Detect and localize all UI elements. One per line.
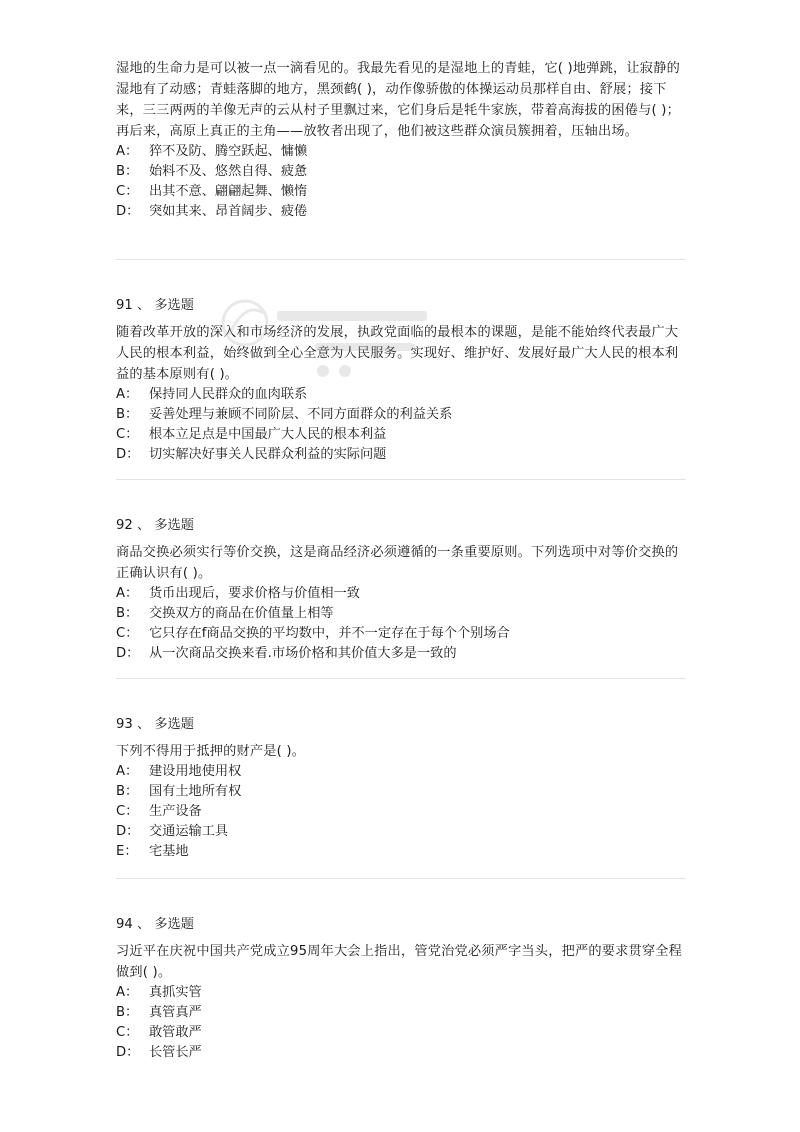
question-header: 94 、 多选题 — [116, 917, 194, 932]
option-b[interactable]: B： 真管真严 — [116, 1005, 202, 1020]
option-d[interactable]: D： 长管长严 — [116, 1045, 202, 1060]
question-stem: 习近平在庆祝中国共产党成立95周年大会上指出，管党治党必须严字当头，把严的要求贯穿全程做到( )。 — [116, 944, 683, 980]
option-a[interactable]: A： 真抓实管 — [116, 985, 202, 1000]
question-header: 93 、 多选题 — [116, 717, 194, 732]
option-d[interactable]: D： 切实解决好事关人民群众利益的实际问题 — [116, 447, 387, 462]
divider — [116, 259, 686, 260]
option-d[interactable]: D： 交通运输工具 — [116, 824, 229, 839]
divider — [116, 678, 686, 679]
question-stem: 下列不得用于抵押的财产是( )。 — [116, 744, 306, 759]
option-c[interactable]: C： 敢管敢严 — [116, 1025, 202, 1040]
divider — [116, 479, 686, 480]
option-b[interactable]: B： 国有土地所有权 — [116, 784, 242, 799]
option-a[interactable]: A： 货币出现后，要求价格与价值相一致 — [116, 586, 360, 601]
option-c[interactable]: C： 出其不意、翩翩起舞、懒惰 — [116, 184, 308, 199]
question-header: 92 、 多选题 — [116, 518, 194, 533]
option-e[interactable]: E： 宅基地 — [116, 844, 189, 859]
option-c[interactable]: C： 生产设备 — [116, 804, 202, 819]
option-b[interactable]: B： 始料不及、悠然自得、疲惫 — [116, 164, 308, 179]
option-b[interactable]: B： 妥善处理与兼顾不同阶层、不同方面群众的利益关系 — [116, 407, 453, 422]
option-a[interactable]: A： 保持同人民群众的血肉联系 — [116, 387, 308, 402]
question-stem: 随着改革开放的深入和市场经济的发展，执政党面临的最根本的课题，是能不能始终代表最广大人民的根本利益，始终做到全心全意为人民服务。实现好、维护好、发展好最广大人民的根本利益的基本原则有( )。 — [116, 325, 679, 382]
divider — [116, 878, 686, 879]
question-intro — [116, 58, 686, 222]
option-a[interactable]: A： 建设用地使用权 — [116, 764, 242, 779]
question-92 — [116, 516, 686, 664]
option-c[interactable]: C： 根本立足点是中国最广大人民的根本利益 — [116, 427, 387, 442]
question-91 — [116, 296, 686, 465]
option-a[interactable]: A： 猝不及防、腾空跃起、慵懒 — [116, 144, 308, 159]
option-b[interactable]: B： 交换双方的商品在价值量上相等 — [116, 606, 334, 621]
question-header: 91 、 多选题 — [116, 298, 194, 313]
question-94 — [116, 915, 686, 1063]
option-c[interactable]: C： 它只存在f商品交换的平均数中，并不一定存在于每个个别场合 — [116, 626, 510, 641]
question-93 — [116, 715, 686, 862]
question-stem: 商品交换必须实行等价交换，这是商品经济必须遵循的一条重要原则。下列选项中对等价交换的正确认识有( )。 — [116, 545, 679, 581]
option-d[interactable]: D： 突如其来、昂首阔步、疲倦 — [116, 204, 308, 219]
question-stem: 湿地的生命力是可以被一点一滴看见的。我最先看见的是湿地上的青蛙，它( )地弹跳，让寂静的湿地有了动感；青蛙落脚的地方，黑颈鹤( )，动作像骄傲的体操运动员那样自由、舒展；接下来，三三两两的羊像无声的云从村子里飘过来，它们身后是牦牛家族，带着高海拔的困倦与( )；再后来，高原上真正的主角——放牧者出现了，他们被这些群众演员簇拥着，压轴出场。 — [116, 61, 680, 139]
option-d[interactable]: D： 从一次商品交换来看.市场价格和其价值大多是一致的 — [116, 646, 457, 661]
